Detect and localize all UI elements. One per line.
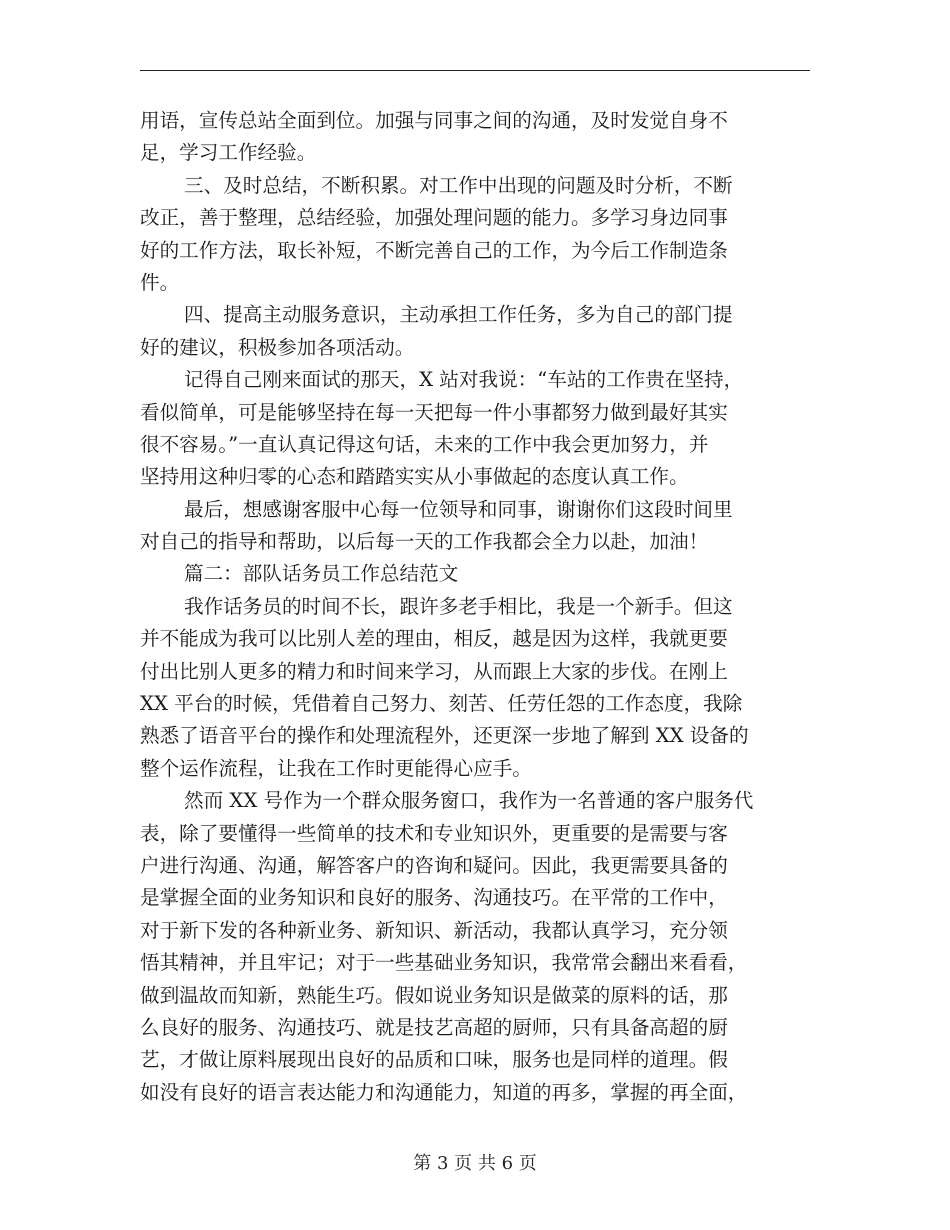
text-line: 表，除了要懂得一些简单的技术和专业知识外，更重要的是需要与客 — [140, 821, 728, 845]
text-line: 悟其精神，并且牢记；对于一些基础业务知识，我常常会翻出来看看， — [140, 951, 748, 975]
text-line: 足，学习工作经验。 — [140, 141, 317, 165]
text-line: 三、及时总结，不断积累。对工作中出现的问题及时分析，不断 — [184, 173, 733, 197]
text-line: 件。 — [140, 270, 180, 294]
text-line: 付出比别人更多的精力和时间来学习，从而跟上大家的步伐。在刚上 — [140, 659, 728, 683]
page-footer: 第 3 页 共 6 页 — [413, 1153, 537, 1174]
text-line: 么良好的服务、沟通技巧、就是技艺高超的厨师，只有具备高超的厨 — [140, 1015, 728, 1039]
text-line: 我作话务员的时间不长，跟许多老手相比，我是一个新手。但这 — [184, 594, 733, 618]
text-line: 如没有良好的语言表达能力和沟通能力，知道的再多，掌握的再全面， — [140, 1080, 748, 1104]
text-line: 记得自己刚来面试的那天，X 站对我说：“车站的工作贵在坚持， — [184, 368, 744, 392]
text-line: 户进行沟通、沟通，解答客户的咨询和疑问。因此，我更需要具备的 — [140, 853, 728, 877]
text-line: 四、提高主动服务意识，主动承担工作任务，多为自己的部门提 — [184, 303, 733, 327]
text-line: 对自己的指导和帮助，以后每一天的工作我都会全力以赴，加油！ — [140, 530, 709, 554]
text-line: 很不容易。”一直认真记得这句话，未来的工作中我会更加努力，并 — [140, 432, 709, 456]
text-line: 坚持用这种归零的心态和踏踏实实从小事做起的态度认真工作。 — [140, 465, 689, 489]
text-line: 并不能成为我可以比别人差的理由，相反，越是因为这样，我就更要 — [140, 627, 728, 651]
text-line: 整个运作流程，让我在工作时更能得心应手。 — [140, 756, 532, 780]
text-line: 对于新下发的各种新业务、新知识、新活动，我都认真学习，充分领 — [140, 918, 728, 942]
text-line: 好的建议，积极参加各项活动。 — [140, 335, 415, 359]
text-line: 篇二：部队话务员工作总结范文 — [184, 562, 459, 586]
text-line: 做到温故而知新，熟能生巧。假如说业务知识是做菜的原料的话，那 — [140, 983, 728, 1007]
text-line: 用语，宣传总站全面到位。加强与同事之间的沟通，及时发觉自身不 — [140, 109, 728, 132]
text-line: 好的工作方法，取长补短，不断完善自己的工作，为今后工作制造条 — [140, 238, 728, 262]
body-text — [140, 105, 812, 1109]
text-line: 熟悉了语音平台的操作和处理流程外，还更深一步地了解到 XX 设备的 — [140, 724, 749, 748]
text-line: 是掌握全面的业务知识和良好的服务、沟通技巧。在平常的工作中， — [140, 886, 728, 910]
text-line: 改正，善于整理，总结经验，加强处理问题的能力。多学习身边同事 — [140, 206, 728, 230]
text-line: 最后，想感谢客服中心每一位领导和同事，谢谢你们这段时间里 — [184, 497, 733, 521]
text-line: 艺，才做让原料展现出良好的品质和口味，服务也是同样的道理。假 — [140, 1048, 728, 1072]
text-line: 看似简单，可是能够坚持在每一天把每一件小事都努力做到最好其实 — [140, 400, 728, 424]
text-line: XX 平台的时候，凭借着自己努力、刻苦、任劳任怨的工作态度，我除 — [140, 692, 743, 716]
header-rule — [140, 70, 810, 71]
text-line: 然而 XX 号作为一个群众服务窗口，我作为一名普通的客户服务代 — [184, 789, 754, 813]
